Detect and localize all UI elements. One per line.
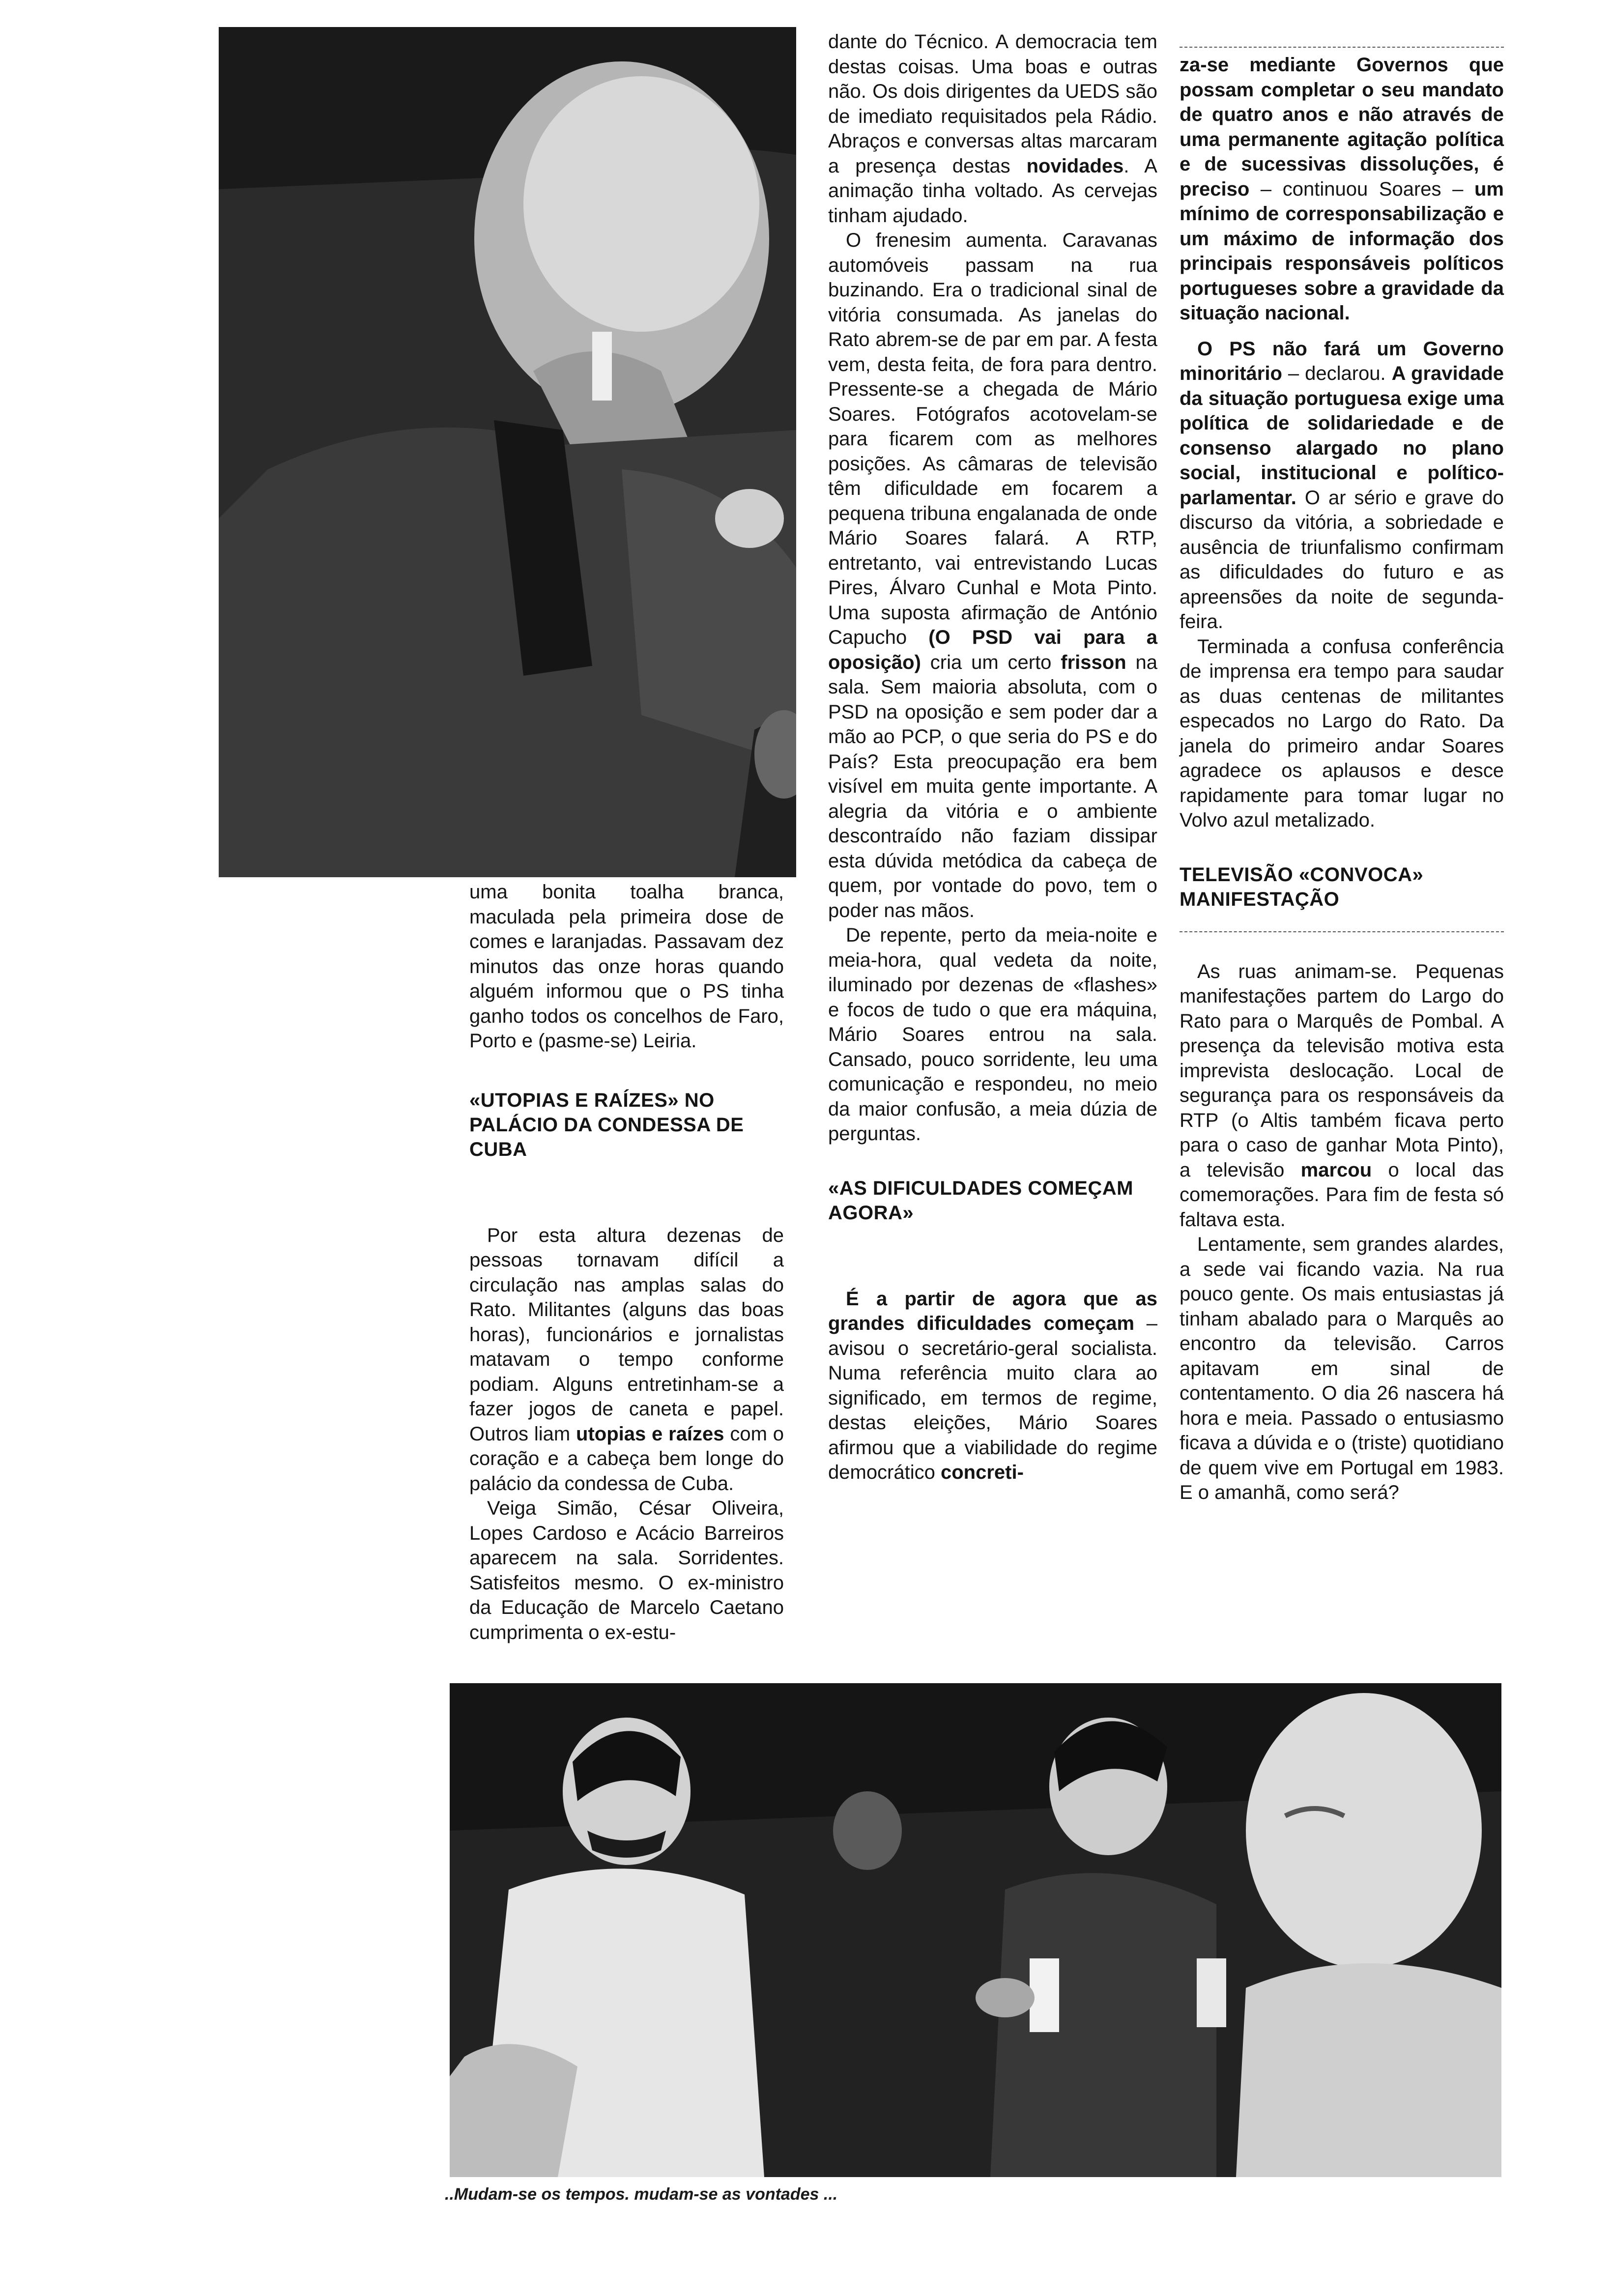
paragraph: Terminada a confusa conferência de imprensa era tempo para saudar as duas centenas de militantes especados no Largo do Rato. Da janela do primeiro andar Soares agradece os aplausos e desce rapidamente para tomar lugar no Volvo azul metalizado.	[1180, 635, 1504, 831]
section-heading: TELEVISÃO «CONVOCA» MANIFESTAÇÃO	[1180, 863, 1424, 910]
divider	[1180, 47, 1504, 48]
column-middle	[828, 29, 1157, 1485]
paragraph: Lentamente, sem grandes alardes, a sede vai ficando vazia. Na rua pouco gente. Os mais entusiastas já tinham abalado para o Marquês ao encontro da televisão. Carros apitavam em sinal de contentamento. O dia 26 nascera há hora e meia. Passado o entusiasmo ficava a dúvida e o (triste) quotidiano de quem vive em Portugal em 1983. E o amanhã, como será?	[1180, 1234, 1504, 1503]
paragraph: As ruas animam-se. Pequenas manifestações partem do Largo do Rato para o Marquês de Pombal. A presença da televisão motiva esta imprevista deslocação. Local de segurança para os responsáveis da RTP (o Altis também ficava perto para o caso de ganhar Mota Pinto), a televisão marcou o local das comemorações. Para fim de festa só faltava esta.	[1180, 960, 1504, 1231]
photo-group-celebrating-icon	[450, 1683, 1501, 2177]
photo-top-man-smoking	[219, 27, 796, 877]
section-heading: «UTOPIAS E RAÍZES» NO PALÁCIO DA CONDESSA DE CUBA	[469, 1089, 744, 1160]
paragraph: O frenesim aumenta. Caravanas automóveis passam na rua buzinando. Era o tradicional sinal de vitória consumada. As janelas do Rato abrem-se de par em par. A festa vem, desta feita, de fora para dentro. Pressente-se a chegada de Mário Soares. Fotógrafos acotovelam-se para ficarem com as melhores posições. As câmaras de televisão têm dificuldade em focarem a pequena tribuna engalanada de onde Mário Soares falará. A RTP, entretanto, vai entrevistando Lucas Pires, Álvaro Cunhal e Mota Pinto. Uma suposta afirmação de António Capucho (O PSD vai para a oposição) cria um certo frisson na sala. Sem maioria absoluta, com o PSD na oposição e sem poder dar a mão ao PCP, o que seria do PS e do País? Esta preocupação era bem visível em muita gente importante. A alegria da vitória e o ambiente descontraído não faziam dissipar esta dúvida metódica da cabeça de quem, por vontade do povo, tem o poder nas mãos.	[828, 230, 1157, 921]
paragraph: De repente, perto da meia-noite e meia-hora, qual vedeta da noite, iluminado por dezenas de «flashes» e focos de tudo o que era máquina, Mário Soares entrou na sala. Cansado, pouco sorridente, leu uma comunicação e respondeu, no meio da maior confusão, a meia dúzia de perguntas.	[828, 924, 1157, 1145]
photo-bottom-group	[450, 1683, 1501, 2177]
paragraph: za-se mediante Governos que possam completar o seu mandato de quatro anos e não através de uma permanente agitação política e de sucessivas dissoluções, é preciso – continuou Soares – um mínimo de corresponsabilização e um máximo de informação dos principais responsáveis políticos portugueses sobre a gravidade da situação nacional.	[1180, 54, 1504, 324]
column-left	[469, 880, 784, 1645]
section-heading: «AS DIFICULDADES COMEÇAM AGORA»	[828, 1177, 1133, 1224]
paragraph: Por esta altura dezenas de pessoas tornavam difícil a circulação nas amplas salas do Rato. Militantes (alguns das boas horas), funcionários e jornalistas matavam o tempo conforme podiam. Alguns entretinham-se a fazer jogos de caneta e papel. Outros liam utopias e raízes com o coração e a cabeça bem longe do palácio da condessa de Cuba.	[469, 1224, 784, 1494]
photo-caption: ..Mudam-se os tempos. mudam-se as vontades ...	[445, 2185, 838, 2204]
column-right	[1180, 47, 1504, 1505]
paragraph: É a partir de agora que as grandes dificuldades começam – avisou o secretário-geral socialista. Numa referência muito clara ao significado, em termos de regime, destas eleições, Mário Soares afirmou que a viabilidade do regime democrático concreti-	[828, 1288, 1157, 1483]
paragraph: dante do Técnico. A democracia tem destas coisas. Uma boas e outras não. Os dois dirigentes da UEDS são de imediato requisitados pela Rádio. Abraços e conversas altas marcaram a presença destas novidades. A animação tinha voltado. As cervejas tinham ajudado.	[828, 31, 1157, 227]
photo-man-smoking-icon	[219, 27, 796, 877]
paragraph: O PS não fará um Governo minoritário – declarou. A gravidade da situação portuguesa exige uma política de solidariedade e de consenso alargado no plano social, institucional e político-parlamentar. O ar sério e grave do discurso da vitória, a sobriedade e ausência de triunfalismo confirmam as dificuldades do futuro e as apreensões da noite de segunda-feira.	[1180, 338, 1504, 632]
paragraph: Veiga Simão, César Oliveira, Lopes Cardoso e Acácio Barreiros aparecem na sala. Sorridentes. Satisfeitos mesmo. O ex-ministro da Educação de Marcelo Caetano cumprimenta o ex-estu-	[469, 1497, 784, 1643]
paragraph: uma bonita toalha branca, maculada pela primeira dose de comes e laranjadas. Passavam dez minutos das onze horas quando alguém informou que o PS tinha ganho todos os concelhos de Faro, Porto e (pasme-se) Leiria.	[469, 881, 784, 1052]
